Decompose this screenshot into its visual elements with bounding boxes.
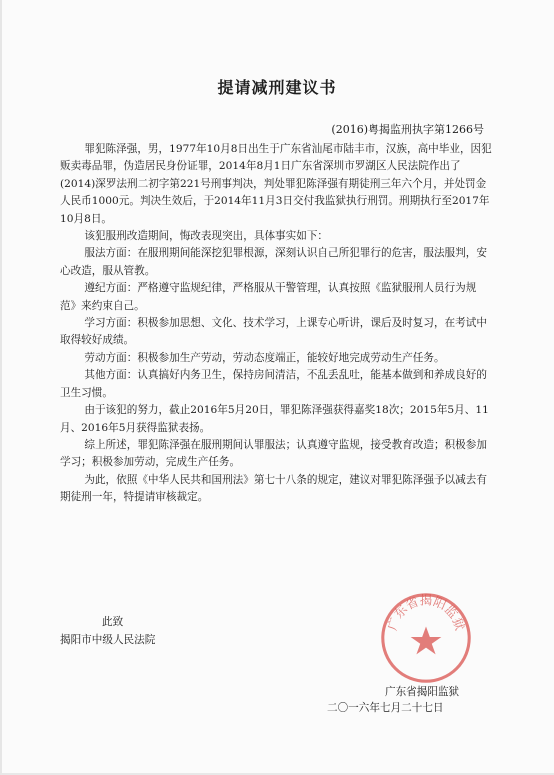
paragraph: 为此，依照《中华人民共和国刑法》第七十八条的规定，建议对罪犯陈泽强予以减去有期徒刑一年，特提请审核裁定。 [60, 473, 487, 504]
paragraph: 服法方面：在服刑期间能深挖犯罪根源，深刻认识自己所犯罪行的危害，服法服判，安心改造，服从管教。 [60, 247, 487, 277]
official-seal-icon [378, 590, 474, 686]
recipient-court: 揭阳市中级人民法院 [60, 634, 156, 646]
paragraph: 综上所述，罪犯陈泽强在服刑期间认罪服法；认真遵守监规，接受教育改造；积极参加学习；积极参加劳动，完成生产任务。 [60, 438, 487, 469]
salutation: 此致 [102, 616, 124, 628]
paragraph: 学习方面：积极参加思想、文化、技术学习，上课专心听讲，课后及时复习，在考试中取得较好成绩。 [60, 317, 487, 347]
paragraph: 其他方面：认真搞好内务卫生，保持房间清洁，不乱丢乱吐，能基本做到和养成良好的卫生习惯。 [60, 369, 487, 399]
document-title: 提请减刑建议书 [217, 78, 337, 97]
document-number: (2016)粤揭监刑执字第1266号 [331, 123, 484, 136]
issuer: 广东省揭阳监狱 [385, 686, 460, 698]
paragraph: 由于该犯的努力，截止2016年5月20日，罪犯陈泽强获得嘉奖18次；2015年5月、11月、2016年5月获得监狱表扬。 [60, 404, 489, 434]
document-body [60, 141, 492, 507]
paragraph: 罪犯陈泽强，男，1977年10月8日出生于广东省汕尾市陆丰市，汉族，高中毕业，因犯贩卖毒品罪，伪造居民身份证罪，2014年8月1日广东省深圳市罗湖区人民法院作出了(2014)深罗法刑二初字第221号刑事判决，判处罪犯陈泽强有期徒刑三年六个月，并处罚金人民币1000元。判决生效后，于2014年11月3日交付我监狱执行刑罚。刑期执行至2017年10月8日。 [60, 143, 492, 225]
seal-text: 广东省揭阳监狱 [384, 592, 468, 633]
svg-text:广东省揭阳监狱 [384, 593, 468, 633]
paragraph: 遵纪方面：严格遵守监规纪律，严格服从干警管理，认真按照《监狱服刑人员行为规范》来约束自己。 [60, 282, 477, 312]
paragraph: 劳动方面：积极参加生产劳动，劳动态度端正，能较好地完成劳动生产任务。 [84, 351, 445, 364]
issue-date: 二〇一六年七月二十七日 [327, 702, 444, 714]
paragraph: 该犯服刑改造期间，悔改表现突出，具体事实如下： [84, 230, 329, 243]
